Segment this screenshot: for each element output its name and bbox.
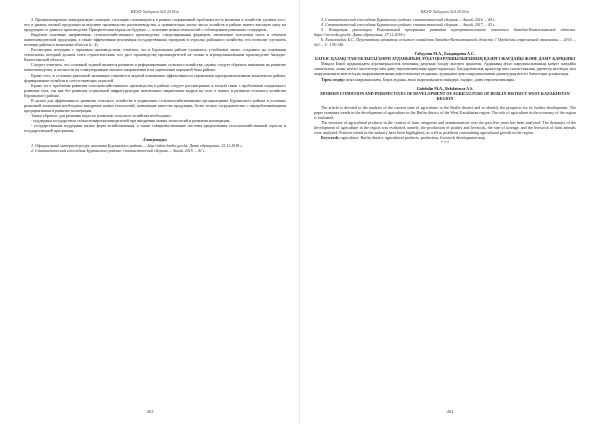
en-abstract: The structure of agricultural products in the context of farm categories and seminormative over the past five years has been analyzed. The dynamics of the development of agriculture in the region was evaluated, namely, the production of poultry and livestock, the size of acreage, and the livestock of farm animals were analyzed. Positive trends in the industry have been highlighted, as well as problems constraining agricultural growth in the region. [314, 119, 576, 135]
kz-keywords-text: ауыл шаруашылығы, Бөрлі ауданы, ауыл шаруашылығы өнімдері, өндіріс, даму перспективалары. [346, 76, 516, 82]
reference-item: 5. Концепция реализации Региональной программы развития агропромышленного комплекса Западно-Казахстанской области. https://www.zko.gov.kz. Дата обращения: 27.11.2018 г. [314, 27, 576, 38]
paragraph: Выделим основные направления: сельскохозяйственного производства, стимулирования фермеров, увеличение поголовья скота и объемов животноводческой продукции, а также эффективная реализация государственных программ в отраслях районного хозяйства, что позволит улучшить позиции района в экономике области (с. 4). [24, 32, 286, 48]
kz-keywords-label: Тірек сөздер: [321, 76, 346, 82]
reference-item: 2. Статистический ежегодник Бурлинского района: статистический сборник. – Аксай, 2015. – 41 с. [31, 148, 206, 154]
paragraph: Кроме того, в условиях рыночной экономики становится задачей повышение эффективности управления агропромышленным комплексом района, формирование хозяйств и сопутствующих отраслей. [24, 72, 286, 83]
page-number: 464 [446, 409, 454, 414]
reference-item: 1. Официальный интернет-ресурс акимата Бурлинского района — http://akim-burlin.gov.kz. Дата обращения: 23.11.2018 г. [31, 143, 243, 149]
reference-item: 4. Статистический ежегодник Бурлинского района: статистический сборник. – Аксай, 2017. – 43 с. [321, 22, 496, 28]
references-heading: Литература: [142, 137, 168, 143]
paragraph: 3. Проанализировать конкурентную позицию, ситуацию сложившуюся в рамках сопряженной проблемы из-за нехватки в хозяйстве уровень того, что в рамках мелкой продукции вследствие производство растениеводства, а сравнительно малое число хозяйств в районе имеют высокую цену на продукцию от данного производства. Приоритетная задача на будущее — освоение новых технологий с соблюдением рыночных стандартов. [24, 17, 286, 33]
page-number: 463 [146, 409, 154, 414]
kz-authors: Габдулин М.А., Бекдаирова А.С. [414, 51, 476, 57]
journal-header: ВКЗФ Хабарши №4 2018ж [130, 9, 180, 14]
paragraph: В целом для эффективного развития сельского хозяйства в управлении сельскохозяйственными организациями Бурлинского района в условиях рыночной экономики необходимо внедрение новых технологий, повышение качества продукции, более тесное сотрудничество с перерабатывающими предприятиями и развитие кооперации. [24, 97, 286, 113]
kz-title: БАТЫС ҚАЗАҚСТАН ОБЛЫСЫ БӨРЛІ АУДАНЫНЫҢ АУЫЛ ШАРУАШЫЛЫҒЫНЫҢ ҚАЗІРГІ ЖАҒДАЙЫ ЖӘНЕ ДАМУ ҚАРҚЫНЫ [315, 56, 575, 62]
en-title: MODERN CONDITION AND PERSPECTIVES OF DEVELOPMENT OF AGRICULTURE OF BURLIN DISTRICT WEST KAZAKHSTAN REGION [320, 90, 570, 101]
reference-item: 6. Есенгельдин Б.С. Перспективы развития сельского хозяйства Западно-Казахстанской области // Проблемы современной экономики. – 2016. – №1. – С. 136-140. [314, 37, 576, 48]
en-authors: Gabdulin M.A., Bekdairova A.S. [416, 85, 474, 91]
end-mark: * * * [440, 140, 450, 146]
paragraph: Таким образом, для решения задач по развитию сельского хозяйства необходимо: [31, 112, 172, 118]
right-page [300, 0, 600, 424]
en-keywords-label: Keywords: [321, 135, 340, 141]
en-abstract: The article is devoted to the analysis of the current state of agriculture in the Burlin district and to identify the prospects for its further development. The paper examines trends in the development of agriculture in the Burlin district of the West Kazakhstan region. The role of agriculture in the economy of the region is evaluated. [314, 104, 576, 120]
reference-item: 3. Статистический ежегодник Бурлинского района: статистический сборник. – Аксай, 2016. – 44 с. [321, 17, 496, 22]
en-keywords-text: agriculture, Burlin district, agricultural products, production, livestock development map. [340, 135, 486, 141]
paragraph: Кроме того, проблемы развития сельскохозяйственного производства в районе следует рассматривать в тесной связи с проблемами социального развития села, так как без развития социальной инфраструктуры невозможно закрепление кадров на селе, а значит и развитие сельского хозяйства Бурлинского района. [24, 82, 286, 98]
paragraph: Рассмотрим ситуацию с зерновым производством, отметим, что в Бурлинском районе сложилось устойчивое звено, созданное на основании технологии, который должен стать стратегическим, что даст производству производителей не только в агропромышленном производстве Западно-Казахстанской области. [24, 47, 286, 63]
journal-header: ВКЗФ Хабарши №4 2018ж [420, 9, 470, 14]
paragraph: Следует отметить, что основной задачей является развитие и реформирование сельского хозяйства, однако следует обратить внимание на развитие животноводства, в частности на стимулирование мясного направления и на укрепление кормовой базы района. [24, 62, 286, 73]
kz-abstract: Мақала Бөрлі ауданындағы агроөнеркәсіптік кешеннің дамуына талдау жасауға арналған. Ауданның ауыл шаруашылығының қазіргі жағдайы сипатталып, оның негізгі мәселелері мен даму перспективалары қарастырылады. Бағдарламалық құжаттар мен статистикалық деректер негізінде мал шаруашылығы мен өсімдік шаруашылығының көрсеткіштері талданып, аудандағы ауыл шаруашылығын дамытудың негізгі бағыттары ұсынылады. [314, 61, 576, 77]
paragraph: - поддержка государством сельхозтоваропроизводителей при внедрении новых технологий и развитии кооперации; [31, 117, 231, 123]
paragraph: - государственная поддержка малых форм хозяйствования, а также совершенствование системы кредитования сельскохозяйственной отрасли и государственной программы. [24, 122, 286, 134]
